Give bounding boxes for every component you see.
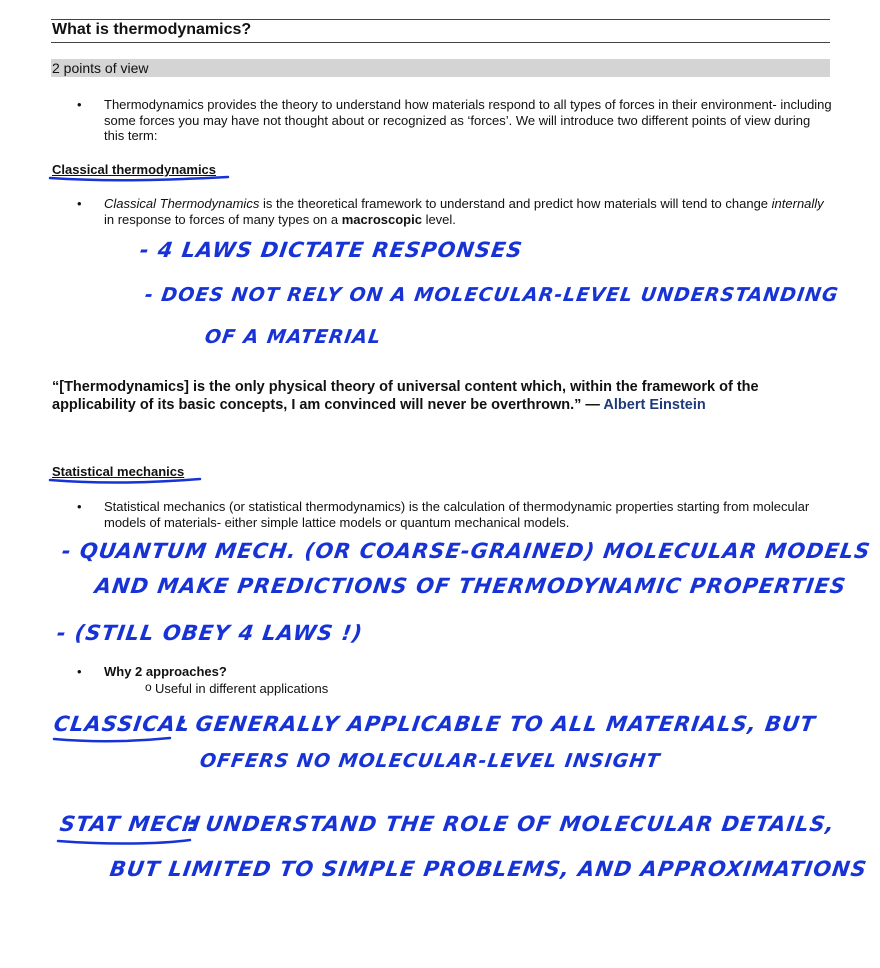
quote-text: “[Thermodynamics] is the only physical theory of universal content which, within the framework of the applicability of its basic concepts, I am convinced will never be overthrown.” —	[52, 379, 759, 413]
handwritten-note-statmech: : UNDERSTAND THE ROLE OF MOLECULAR DETAILS,	[186, 812, 837, 836]
handwritten-note-laws: - 4 LAWS DICTATE RESPONSES	[138, 238, 525, 262]
section-title: 2 points of view	[52, 60, 149, 76]
classical-italic: Classical Thermodynamics	[104, 196, 260, 211]
bullet-dot: •	[77, 499, 82, 514]
classical-heading: Classical thermodynamics	[52, 162, 217, 177]
underline-classical-label	[54, 738, 170, 741]
quote-author: Albert Einstein	[603, 397, 706, 413]
handwritten-note-limited: BUT LIMITED TO SIMPLE PROBLEMS, AND APPROXIMATIONS	[108, 857, 869, 881]
handwritten-label-classical: CLASSICAL	[52, 712, 193, 736]
page-title: What is thermodynamics?	[52, 21, 252, 38]
bullet-dot: •	[77, 196, 82, 211]
bullet-dot: •	[77, 664, 82, 679]
handwritten-note-obey: - (STILL OBEY 4 LAWS !)	[55, 621, 365, 645]
handwritten-note-material: OF A MATERIAL	[203, 326, 383, 348]
classical-bold: macroscopic	[341, 211, 422, 227]
underline-statistical-heading	[50, 479, 200, 483]
why-sub-item: Useful in different applications	[155, 681, 329, 696]
statistical-heading: Statistical mechanics	[52, 464, 185, 479]
handwritten-note-predictions: AND MAKE PREDICTIONS OF THERMODYNAMIC PROPERTIES	[93, 574, 848, 598]
underline-classical-heading	[50, 177, 228, 180]
intro-paragraph: Thermodynamics provides the theory to understand how materials respond to all types of forces in their environment- including some forces you may have not thought about or recognized as ‘forces’. We will introduce two different points of view during this term:	[104, 97, 832, 143]
classical-text-2: in response to forces of many types on a	[104, 211, 342, 227]
handwritten-note-quantum: - QUANTUM MECH. (OR COARSE-GRAINED) MOLECULAR MODELS	[60, 539, 873, 563]
handwritten-label-statmech: STAT MECH	[58, 812, 203, 836]
handwritten-note-molecular: - DOES NOT RELY ON A MOLECULAR-LEVEL UNDERSTANDING	[143, 284, 841, 306]
why-question: Why 2 approaches?	[104, 664, 227, 679]
statistical-paragraph: Statistical mechanics (or statistical thermodynamics) is the calculation of thermodynamic properties starting from molecular models of materials- either simple lattice models or quantum mechanical models.	[104, 499, 810, 530]
sub-bullet-circle: o	[145, 680, 152, 694]
handwritten-note-insight: OFFERS NO MOLECULAR-LEVEL INSIGHT	[198, 750, 662, 772]
bullet-dot: •	[77, 97, 82, 112]
classical-text-3: level.	[421, 211, 456, 227]
classical-text-1: is the theoretical framework to understand and predict how materials will tend to change	[259, 196, 772, 211]
handwritten-note-classical: : GENERALLY APPLICABLE TO ALL MATERIALS, BUT	[176, 712, 818, 736]
underline-statmech-label	[58, 840, 190, 844]
classical-italic-2: internally	[771, 196, 824, 211]
